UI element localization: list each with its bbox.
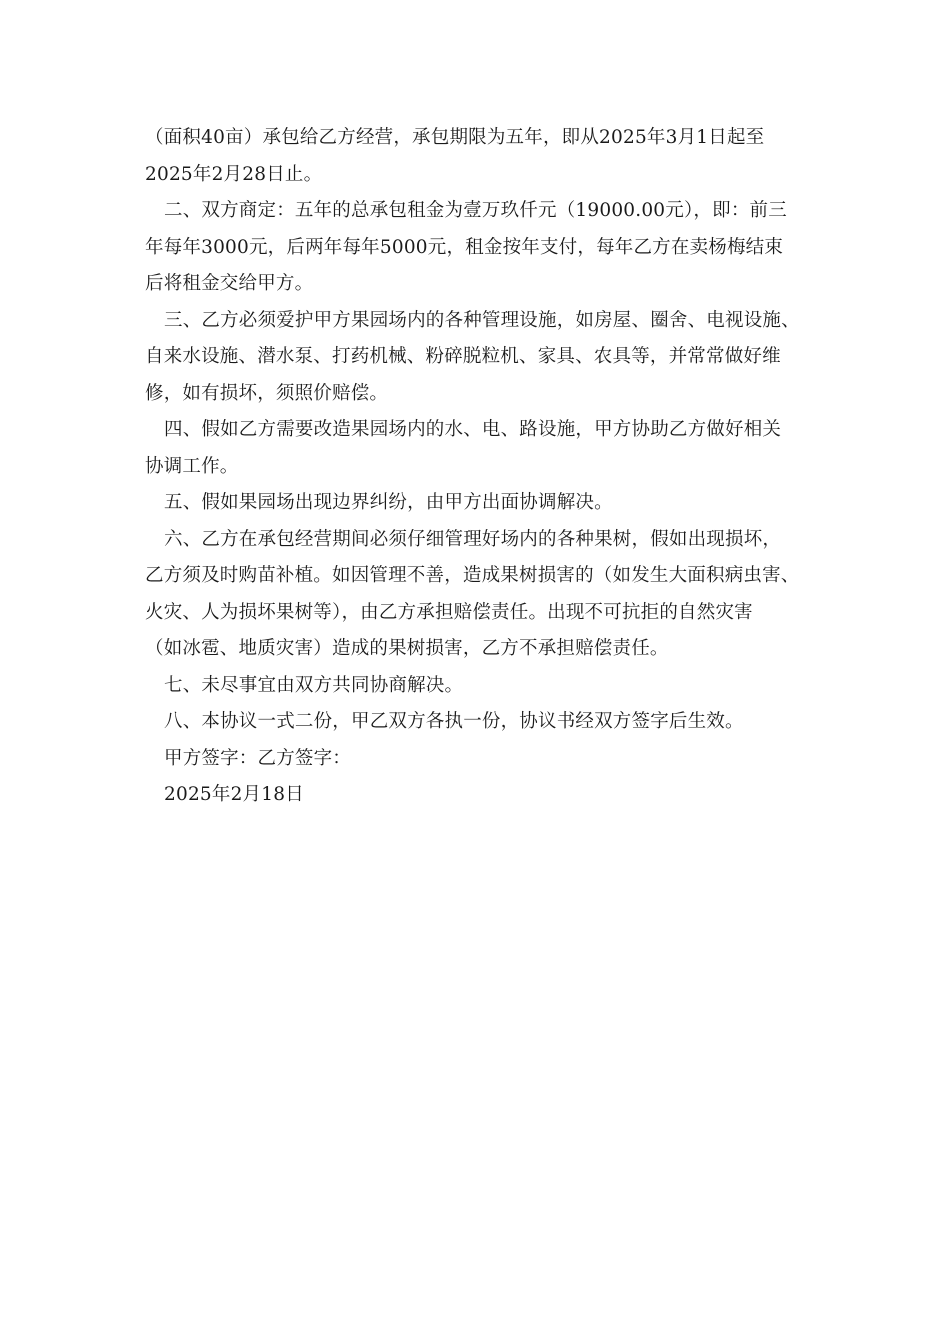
text-line: 自来水设施、潜水泵、打药机械、粉碎脱粒机、家具、农具等，并常常做好维 <box>145 346 781 367</box>
text-line: 后将租金交给甲方。 <box>145 273 314 294</box>
clause-6-line: 六、乙方在承包经营期间必须仔细管理好场内的各种果树，假如出现损坏， <box>164 528 782 550</box>
clause-8-line: 八、本协议一式二份，甲乙双方各执一份，协议书经双方签字后生效。 <box>164 711 744 732</box>
text-line: （面积40亩）承包给乙方经营，承包期限为五年，即从2025年3月1日起至 <box>145 127 765 148</box>
signature-line: 甲方签字：乙方签字： <box>164 747 352 769</box>
text-line: 协调工作。 <box>145 455 239 477</box>
clause-7-line: 七、未尽事宜由双方共同协商解决。 <box>164 674 464 696</box>
text-line: 乙方须及时购苗补植。如因管理不善，造成果树损害的（如发生大面积病虫害、 <box>145 565 800 586</box>
text-line: 年每年3000元，后两年每年5000元，租金按年支付，每年乙方在卖杨梅结束 <box>145 236 784 258</box>
text-line: 2025年2月28日止。 <box>145 163 323 185</box>
text-line: 修，如有损坏，须照价赔偿。 <box>145 382 389 404</box>
clause-2-line: 二、双方商定：五年的总承包租金为壹万玖仟元（19000.00元），即：前三 <box>164 200 787 221</box>
text-line: （如冰雹、地质灾害）造成的果树损害，乙方不承担赔偿责任。 <box>145 638 669 659</box>
clause-3-line: 三、乙方必须爱护甲方果园场内的各种管理设施，如房屋、圈舍、电视设施、 <box>164 309 800 331</box>
text-line: 火灾、人为损坏果树等），由乙方承担赔偿责任。出现不可抗拒的自然灾害 <box>145 601 753 623</box>
contract-body <box>145 120 813 814</box>
clause-5-line: 五、假如果园场出现边界纠纷，由甲方出面协调解决。 <box>164 492 613 513</box>
date-line: 2025年2月18日 <box>164 784 304 805</box>
clause-4-line: 四、假如乙方需要改造果园场内的水、电、路设施，甲方协助乙方做好相关 <box>164 419 782 440</box>
